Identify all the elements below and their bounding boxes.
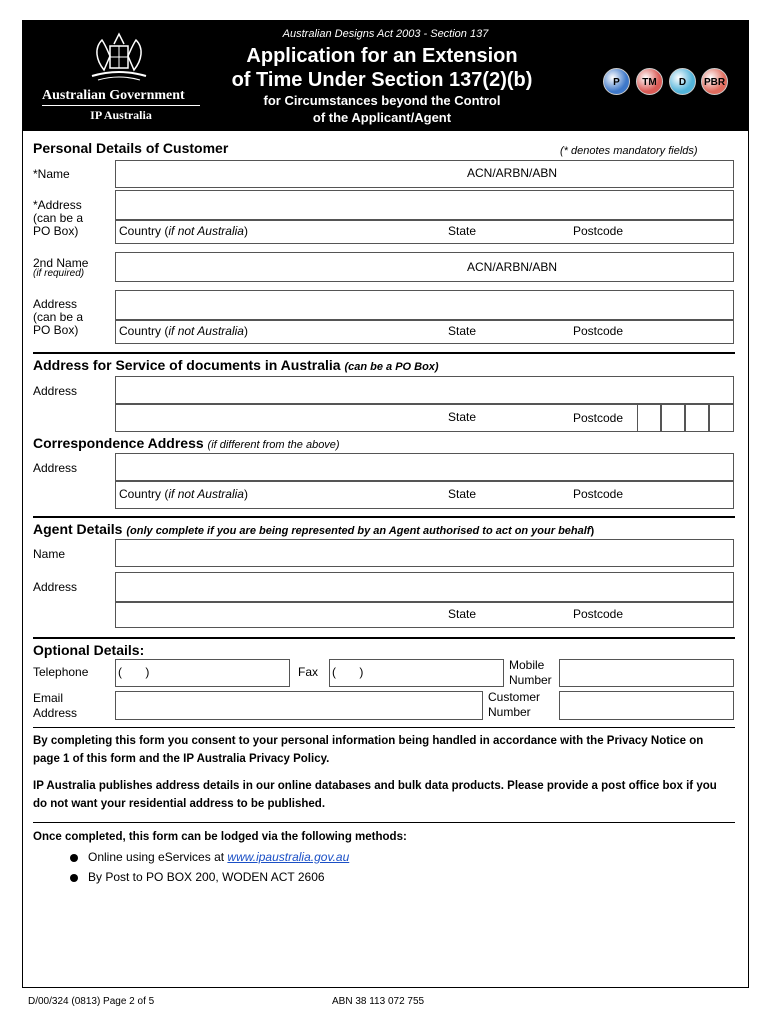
agent-name-input[interactable] (115, 539, 734, 567)
address2-label: Address (can be a PO Box) (33, 297, 84, 337)
country-label: Country (if not Australia) (119, 224, 248, 238)
correspondence-address-input[interactable] (115, 453, 734, 481)
form-description-line2: of the Applicant/Agent (312, 110, 452, 125)
mobile-label: Mobile Number (509, 658, 552, 687)
customer-number-input[interactable] (559, 691, 734, 720)
country2-label: Country (if not Australia) (119, 324, 248, 338)
privacy-consent-text: By completing this form you consent to your personal information being handled in accordance with the Privacy Notice on page 1 of this form and the IP Australia Privacy Policy. (33, 735, 704, 765)
postcode-digit-input[interactable] (637, 404, 661, 432)
abn-number: ABN 38 113 072 755 (332, 996, 425, 1007)
section-divider (33, 352, 735, 354)
fax-area-code: ( ) (332, 665, 364, 679)
email-label: Email Address (33, 691, 78, 720)
telephone-label: Telephone (33, 665, 89, 679)
section-title-service: Address for Service of documents in Australia (can be a PO Box) (33, 357, 439, 373)
fax-label: Fax (298, 665, 319, 679)
mandatory-note: (* denotes mandatory fields) (560, 145, 698, 157)
bullet-icon (70, 854, 78, 862)
lodge-post: By Post to PO BOX 200, WODEN ACT 2606 (88, 870, 325, 884)
postcode-digit-input[interactable] (685, 404, 709, 432)
name2-label: 2nd Name (33, 256, 89, 270)
agent-address-input[interactable] (115, 572, 734, 602)
address-input[interactable] (115, 190, 734, 220)
form-header (22, 20, 749, 131)
mobile-input[interactable] (559, 659, 734, 687)
form-title (142, 44, 622, 92)
section-title-personal: Personal Details of Customer (33, 140, 229, 156)
state-label: State (448, 224, 477, 238)
lodge-title: Once completed, this form can be lodged via the following methods: (33, 831, 407, 843)
service-state-label: State (448, 410, 477, 424)
correspondence-address-label: Address (33, 461, 78, 475)
service-postcode-label: Postcode (573, 411, 624, 425)
section-divider (33, 637, 735, 639)
badge-patent-icon: P (603, 68, 630, 95)
name2-input[interactable] (115, 252, 734, 282)
postcode2-label: Postcode (573, 324, 624, 338)
agent-postcode-label: Postcode (573, 607, 624, 621)
government-name: Australian Government (42, 88, 185, 103)
badge-pbr-icon: PBR (701, 68, 728, 95)
lodge-online: Online using eServices at www.ipaustralia.gov.au (88, 850, 350, 864)
correspondence-state-label: State (448, 487, 477, 501)
section-divider (33, 516, 735, 518)
section-divider (33, 822, 735, 823)
address-publication-text: IP Australia publishes address details in our online databases and bulk data products. Please provide a post office box if you do not want your residential address to be published. (33, 780, 717, 810)
form-description (142, 92, 622, 126)
service-address-input[interactable] (115, 376, 734, 404)
section-divider (33, 727, 735, 728)
postcode-digit-input[interactable] (709, 404, 734, 432)
state2-label: State (448, 324, 477, 338)
form-title-line2: of Time Under Section 137(2)(b) (231, 69, 533, 91)
agent-address-label: Address (33, 580, 78, 594)
acn-label: ACN/ARBN/ABN (467, 166, 558, 180)
section-title-agent: Agent Details (only complete if you are being represented by an Agent authorised to act on your behalf) (33, 521, 595, 537)
postcode-label: Postcode (573, 224, 624, 238)
agent-state-label: State (448, 607, 477, 621)
name2-note: (if required) (33, 268, 85, 279)
name-input[interactable] (115, 160, 734, 188)
address-label: *Address (can be a PO Box) (33, 198, 84, 238)
email-input[interactable] (115, 691, 483, 720)
agent-name-label: Name (33, 547, 66, 561)
section-title-correspondence: Correspondence Address (if different from the above) (33, 435, 340, 451)
ipaustralia-link[interactable]: www.ipaustralia.gov.au (227, 850, 350, 864)
correspondence-postcode-label: Postcode (573, 487, 624, 501)
form-title-line1: Application for an Extension (246, 45, 518, 67)
customer-number-label: Customer Number (488, 690, 541, 719)
form-description-line1: for Circumstances beyond the Control (263, 93, 501, 108)
postcode-digit-input[interactable] (661, 404, 685, 432)
section-title-optional: Optional Details: (33, 642, 145, 658)
form-identifier: D/00/324 (0813) Page 2 of 5 (28, 996, 155, 1007)
telephone-area-code: ( ) (118, 665, 150, 679)
agency-name: IP Australia (90, 108, 152, 122)
badge-trademark-icon: TM (636, 68, 663, 95)
name-label: *Name (33, 167, 70, 181)
correspondence-country-label: Country (if not Australia) (119, 487, 248, 501)
bullet-icon (70, 874, 78, 882)
service-address-label: Address (33, 384, 78, 398)
acn2-label: ACN/ARBN/ABN (467, 260, 558, 274)
badge-design-icon: D (669, 68, 696, 95)
agent-state-row[interactable] (115, 602, 734, 628)
act-reference: Australian Designs Act 2003 - Section 137 (282, 28, 489, 40)
address2-input[interactable] (115, 290, 734, 320)
